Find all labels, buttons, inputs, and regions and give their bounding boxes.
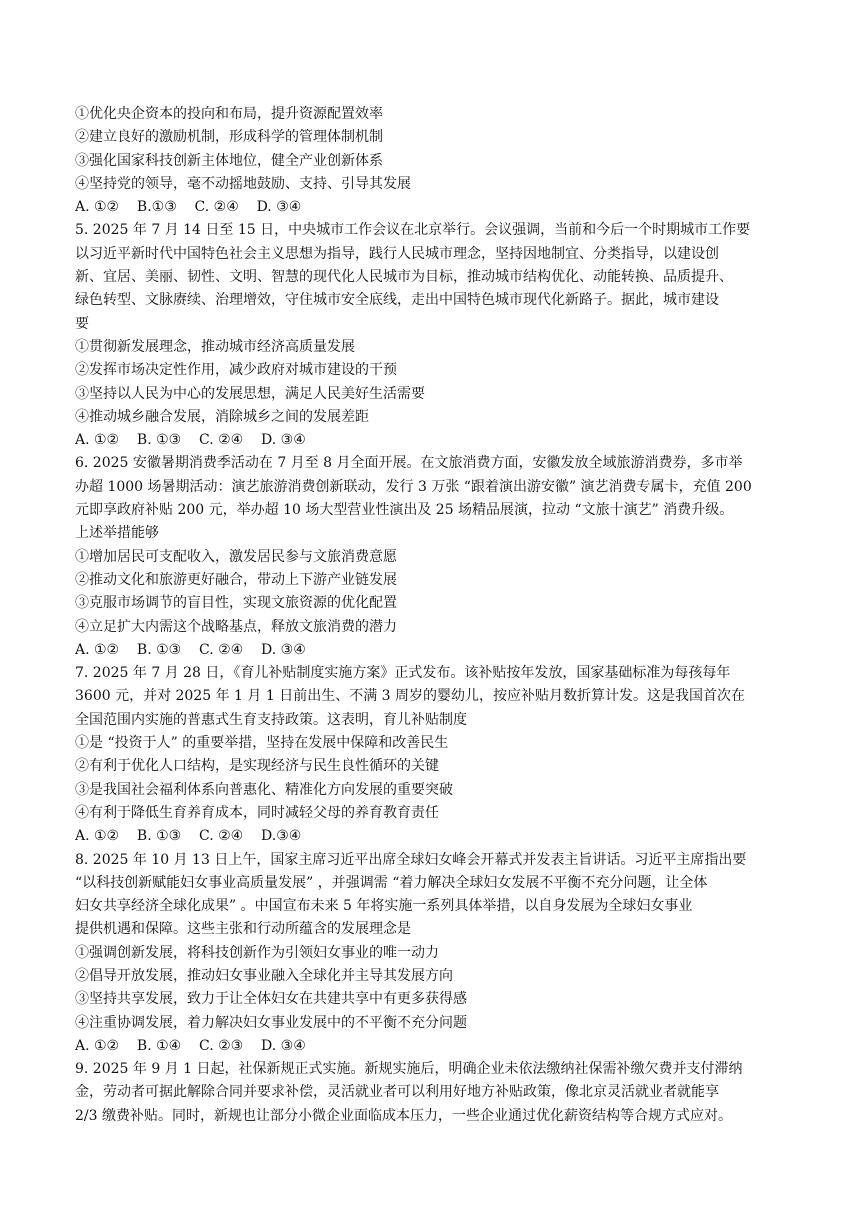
question-stem-line: 元即享政府补贴 200 元，举办超 10 场大型营业性演出及 25 场精品展演，拉动 “文旅十演艺” 消费升级。 bbox=[75, 502, 734, 519]
question-stem-line: 全国范围内实施的普惠式生育支持政策。这表明，育儿补贴制度 bbox=[75, 711, 467, 728]
question-stem-line: 5. 2025 年 7 月 14 日至 15 日，中央城市工作会议在北京举行。会议强调，当前和今后一个时期城市工作要 bbox=[75, 222, 751, 239]
choice-item: ③坚持以人民为中心的发展思想，满足人民美好生活需要 bbox=[75, 385, 425, 402]
question-stem-line: “以科技创新赋能妇女事业高质量发展” ，并强调需 “着力解决全球妇女发展不平衡不充分问题，让全体 bbox=[75, 874, 708, 891]
question-stem-line: 绿色转型、文脉赓续、治理增效，守住城市安全底线，走出中国特色城市现代化新路子。据此，城市建设 bbox=[75, 292, 719, 309]
choice-item: ②倡导开放发展，推动妇女事业融入全球化并主导其发展方向 bbox=[75, 967, 453, 984]
answer-options: A. ①② B. ①③ C. ②④ D. ③④ bbox=[75, 641, 306, 658]
question-stem-line: 上述举措能够 bbox=[75, 525, 159, 542]
choice-item: ②有利于优化人口结构，是实现经济与民生良性循环的关键 bbox=[75, 758, 439, 775]
question-7 bbox=[75, 662, 795, 848]
choice-item: ①优化央企资本的投向和布局，提升资源配置效率 bbox=[75, 106, 383, 122]
question-8 bbox=[75, 849, 795, 1059]
choice-item: ①强调创新发展，将科技创新作为引领妇女事业的唯一动力 bbox=[75, 944, 439, 961]
choice-item: ①是 “投资于人” 的重要举措，坚持在发展中保障和改善民生 bbox=[75, 735, 449, 752]
choice-item: ④坚持党的领导，毫不动摇地鼓励、支持、引导其发展 bbox=[75, 175, 411, 192]
choice-item: ③是我国社会福利体系向普惠化、精准化方向发展的重要突破 bbox=[75, 781, 453, 798]
question-stem-line: 9. 2025 年 9 月 1 日起，社保新规正式实施。新规实施后，明确企业未依法缴纳社保需补缴欠费并支付滞纳 bbox=[75, 1061, 743, 1078]
choice-item: ④注重协调发展，着力解决妇女事业发展中的不平衡不充分问题 bbox=[75, 1014, 467, 1031]
question-4-continued bbox=[75, 103, 795, 219]
choice-item: ①增加居民可支配收入，激发居民参与文旅消费意愿 bbox=[75, 548, 397, 565]
question-stem-line: 7. 2025 年 7 月 28 日，《育儿补贴制度实施方案》正式发布。该补贴按年发放，国家基础标准为每孩每年 bbox=[75, 665, 731, 682]
choice-item: ③坚持共享发展，致力于让全体妇女在共建共享中有更多获得感 bbox=[75, 991, 467, 1008]
question-5 bbox=[75, 219, 795, 452]
choice-item: ②推动文化和旅游更好融合，带动上下游产业链发展 bbox=[75, 571, 397, 588]
question-stem-line: 以习近平新时代中国特色社会主义思想为指导，践行人民城市理念，坚持因地制宜、分类指导，以建设创 bbox=[75, 245, 719, 262]
question-stem-line: 新、宜居、美丽、韧性、文明、智慧的现代化人民城市为目标，推动城市结构优化、动能转换、品质提升、 bbox=[75, 269, 733, 286]
question-stem-line: 3600 元，并对 2025 年 1 月 1 日前出生、不满 3 周岁的婴幼儿，按应补贴月数折算计发。这是我国首次在 bbox=[75, 688, 746, 705]
question-stem-line: 8. 2025 年 10 月 13 日上午，国家主席习近平出席全球妇女峰会开幕式并发表主旨讲话。习近平主席指出要 bbox=[75, 851, 747, 868]
question-stem-line: 办超 1000 场暑期活动：演艺旅游消费创新联动，发行 3 万张 “跟着演出游安徽” 演艺消费专属卡，充值 200 bbox=[75, 478, 752, 495]
question-stem-line: 提供机遇和保障。这些主张和行动所蕴含的发展理念是 bbox=[75, 921, 411, 938]
question-stem-line: 金，劳动者可据此解除合同并要求补偿，灵活就业者可以利用好地方补贴政策，像北京灵活就业者就能享 bbox=[75, 1084, 719, 1101]
choice-item: ④有利于降低生育养育成本，同时减轻父母的养育教育责任 bbox=[75, 804, 439, 821]
question-stem-line: 6. 2025 安徽暑期消费季活动在 7 月至 8 月全面开展。在文旅消费方面，安徽发放全域旅游消费券，多市举 bbox=[75, 455, 743, 472]
question-stem-line: 2/3 缴费补贴。同时，新规也让部分小微企业面临成本压力，一些企业通过优化薪资结构等合规方式应对。 bbox=[75, 1107, 732, 1124]
choice-item: ③克服市场调节的盲目性，实现文旅资源的优化配置 bbox=[75, 595, 397, 612]
question-stem-line: 妇女共享经济全球化成果” 。中国宣布未来 5 年将实施一系列具体举措，以自身发展为全球妇女事业 bbox=[75, 898, 693, 915]
answer-options: A. ①② B. ①③ C. ②④ D. ③④ bbox=[75, 432, 306, 449]
choice-item: ③强化国家科技创新主体地位，健全产业创新体系 bbox=[75, 152, 383, 169]
choice-item: ②发挥市场决定性作用，减少政府对城市建设的干预 bbox=[75, 362, 397, 379]
exam-page bbox=[75, 103, 795, 1128]
question-6 bbox=[75, 452, 795, 662]
choice-item: ①贯彻新发展理念，推动城市经济高质量发展 bbox=[75, 338, 355, 355]
answer-options: A. ①② B.①③ C. ②④ D. ③④ bbox=[75, 199, 302, 216]
answer-options: A. ①② B. ①④ C. ②③ D. ③④ bbox=[75, 1037, 306, 1054]
answer-options: A. ①② B. ①③ C. ②④ D.③④ bbox=[75, 828, 302, 845]
choice-item: ②建立良好的激励机制，形成科学的管理体制机制 bbox=[75, 129, 383, 146]
question-stem-line: 要 bbox=[75, 315, 89, 332]
question-9 bbox=[75, 1058, 795, 1128]
choice-item: ④推动城乡融合发展，消除城乡之间的发展差距 bbox=[75, 408, 369, 425]
choice-item: ④立足扩大内需这个战略基点，释放文旅消费的潜力 bbox=[75, 618, 397, 635]
